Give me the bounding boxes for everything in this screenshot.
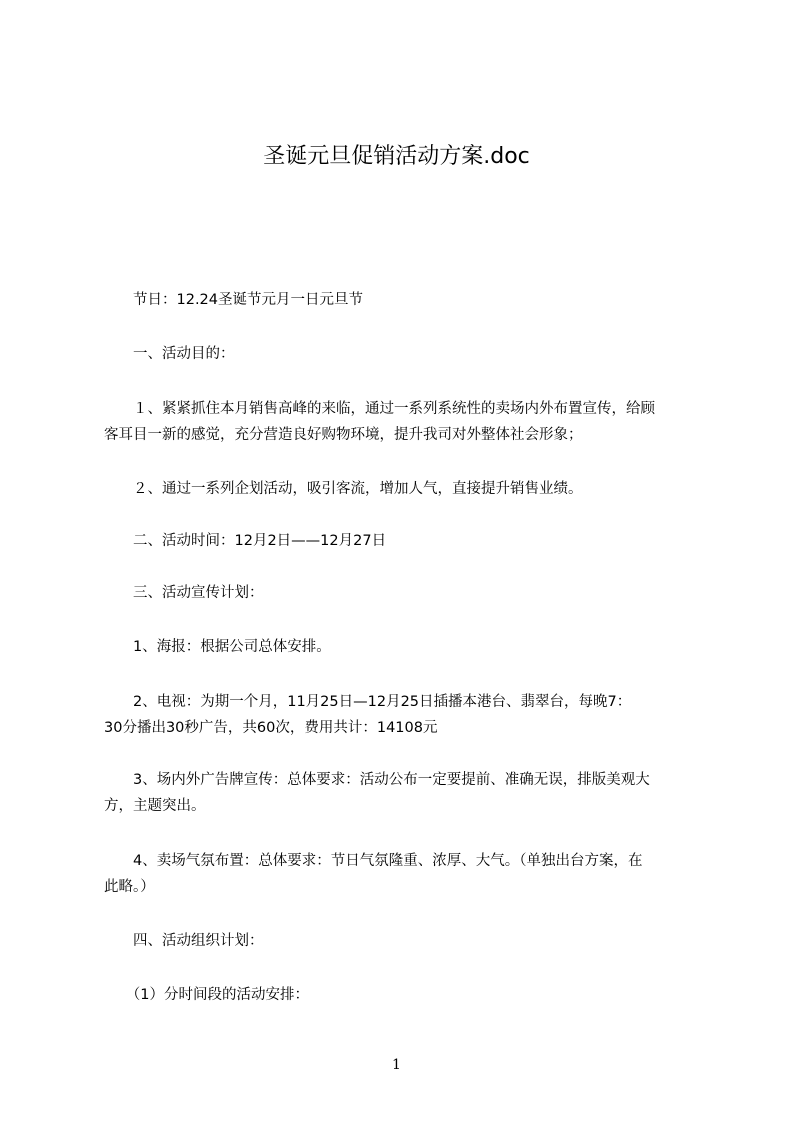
paragraph-line: 三、活动宣传计划： xyxy=(104,585,264,601)
paragraph-tv xyxy=(104,689,704,741)
paragraph-line: 四、活动组织计划： xyxy=(104,933,264,949)
paragraph-line: １、紧紧抓住本月销售高峰的来临，通过一系列系统性的卖场内外布置宣传，给顾 xyxy=(104,401,655,417)
paragraph-line: （1）分时间段的活动安排： xyxy=(104,987,309,1003)
heading-promotion-plan xyxy=(104,580,704,606)
document-title: 圣诞元旦促销活动方案.doc xyxy=(263,144,530,169)
paragraph-line: 1、海报：根据公司总体安排。 xyxy=(104,639,331,655)
paragraph-purpose-2 xyxy=(104,476,704,502)
paragraph-line: 方，主题突出。 xyxy=(104,798,206,814)
paragraph-holiday xyxy=(104,287,704,313)
page-number: 1 xyxy=(392,1057,401,1073)
paragraph-line: 二、活动时间：12月2日——12月27日 xyxy=(104,533,387,549)
paragraph-purpose-1 xyxy=(104,396,704,448)
paragraph-time-schedule xyxy=(104,982,704,1008)
heading-organization-plan xyxy=(104,928,704,954)
paragraph-line: ２、通过一系列企划活动，吸引客流，增加人气，直接提升销售业绩。 xyxy=(104,481,583,497)
paragraph-line: 3、场内外广告牌宣传：总体要求：活动公布一定要提前、准确无误，排版美观大 xyxy=(104,772,650,788)
paragraph-line: 此略。） xyxy=(104,879,155,895)
heading-activity-time xyxy=(104,528,704,554)
paragraph-line: 客耳目一新的感觉，充分营造良好购物环境，提升我司对外整体社会形象； xyxy=(104,427,583,443)
heading-activity-purpose xyxy=(104,341,704,367)
paragraph-line: 节日：12.24圣诞节元月一日元旦节 xyxy=(104,292,364,308)
paragraph-line: 一、活动目的： xyxy=(104,346,235,362)
paragraph-billboard xyxy=(104,767,704,819)
paragraph-line: 2、电视：为期一个月，11月25日—12月25日插播本港台、翡翠台，每晚7： xyxy=(104,694,632,710)
paragraph-poster xyxy=(104,634,704,660)
paragraph-line: 4、卖场气氛布置：总体要求：节日气氛隆重、浓厚、大气。（单独出台方案，在 xyxy=(104,853,643,869)
paragraph-line: 30分播出30秒广告，共60次，费用共计：14108元 xyxy=(104,720,438,736)
paragraph-atmosphere xyxy=(104,848,704,900)
